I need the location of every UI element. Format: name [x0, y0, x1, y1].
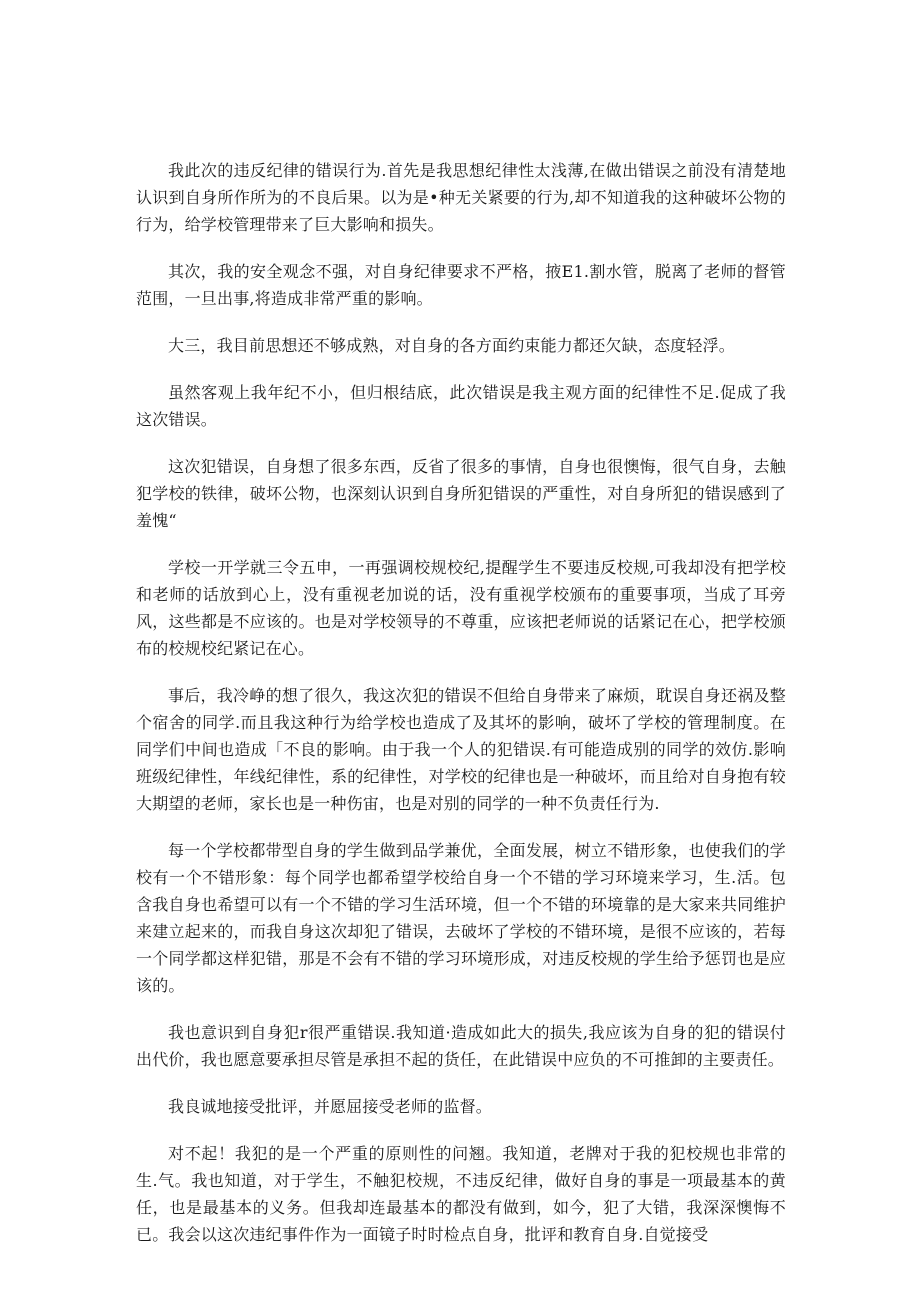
paragraph: 每一个学校都带型自身的学生做到品学兼优，全面发展，树立不错形象，也使我们的学校有一个不错形象：每个同学也都希望学校给自身一个不错的学习环境来学习，生.活。包含我自身也希望可以有一个不错的学习生活环境，但一个不错的环境靠的是大家来共同维护来建立起来的，而我自身这次却犯了错误，去破坏了学校的不错环境，是很不应该的，若每一个同学都这样犯错，那是不会有不错的学习环境形成，对违反校规的学生给予惩罚也是应该的。	[136, 841, 786, 995]
paragraph: 我也意识到自身犯r很严重错误.我知道·造成如此大的损失,我应该为自身的犯的错误付出代价，我也愿意要承担尽管是承担不起的货任，在此错误中应负的不可推卸的主要责任。	[136, 1023, 786, 1069]
document-body	[136, 157, 786, 1268]
paragraph: 我良诚地接受批评，并愿屈接受老师的监督。	[168, 1097, 493, 1116]
paragraph: 大三，我目前思想还不够成熟，对自身的各方面约束能力都还欠缺，态度轻浮。	[168, 336, 736, 355]
paragraph: 学校一开学就三令五申，一再强调校规校纪,提醒学生不要违反校规,可我却没有把学校和老师的话放到心上，没有重视老加说的话，没有重视学校颁布的重要事项，当成了耳旁风，这些都是不应该的。也是对学校领导的不尊重，应该把老师说的话紧记在心，把学校颁布的校规校纪紧记在心。	[136, 558, 786, 658]
paragraph: 事后，我冷峥的想了很久，我这次犯的错误不但给自身带来了麻烦，耽误自身还祸及整个宿舍的同学.而且我这种行为给学校也造成了及其坏的影响，破坏了学校的管理制度。在同学们中间也造成「不良的影响。由于我一个人的犯错误.有可能造成别的同学的效仿.影响班级纪律性，年线纪律性，系的纪律性，对学校的纪律也是一种破坏，而且给对自身抱有较大期望的老师，家长也是一种伤宙，也是对别的同学的一种不负责任行为.	[136, 686, 786, 813]
paragraph: 对不起！我犯的是一个严重的原则性的问翘。我知道，老牌对于我的犯校规也非常的生.气。我也知道，对于学生，不触犯校规，不违反纪律，做好自身的事是一项最基本的黄任，也是最基本的义务。但我却连最基本的都没有做到，如今，犯了大错，我深深懊悔不已。我会以这次违纪事件作为一面镜子时时检点自身，批评和教育自身.自觉接受	[136, 1144, 786, 1244]
paragraph: 我此次的违反纪律的错误行为.首先是我思想纪律性太浅薄,在做出错误之前没有清楚地认识到自身所作所为的不良后果。以为是•种无关紧要的行为,却不知道我的这种破坏公物的行为，给学校管理带来了巨大影响和损失。	[136, 161, 786, 234]
paragraph: 其次，我的安全观念不强，对自身纪律要求不严格，掖E1.割水管，脱离了老师的督管范围，一旦出事,将造成非常严重的影响。	[136, 262, 786, 308]
paragraph: 这次犯错误，自身想了很多东西，反省了很多的事情，自身也很懊悔，很气自身，去触犯学校的铁律，破坏公物，也深刻认识到自身所犯错误的严重性，对自身所犯的错误感到了羞愧“	[136, 457, 786, 530]
paragraph: 虽然客观上我年纪不小，但归根结底，此次错误是我主观方面的纪律性不足.促成了我这次错误。	[136, 383, 786, 429]
